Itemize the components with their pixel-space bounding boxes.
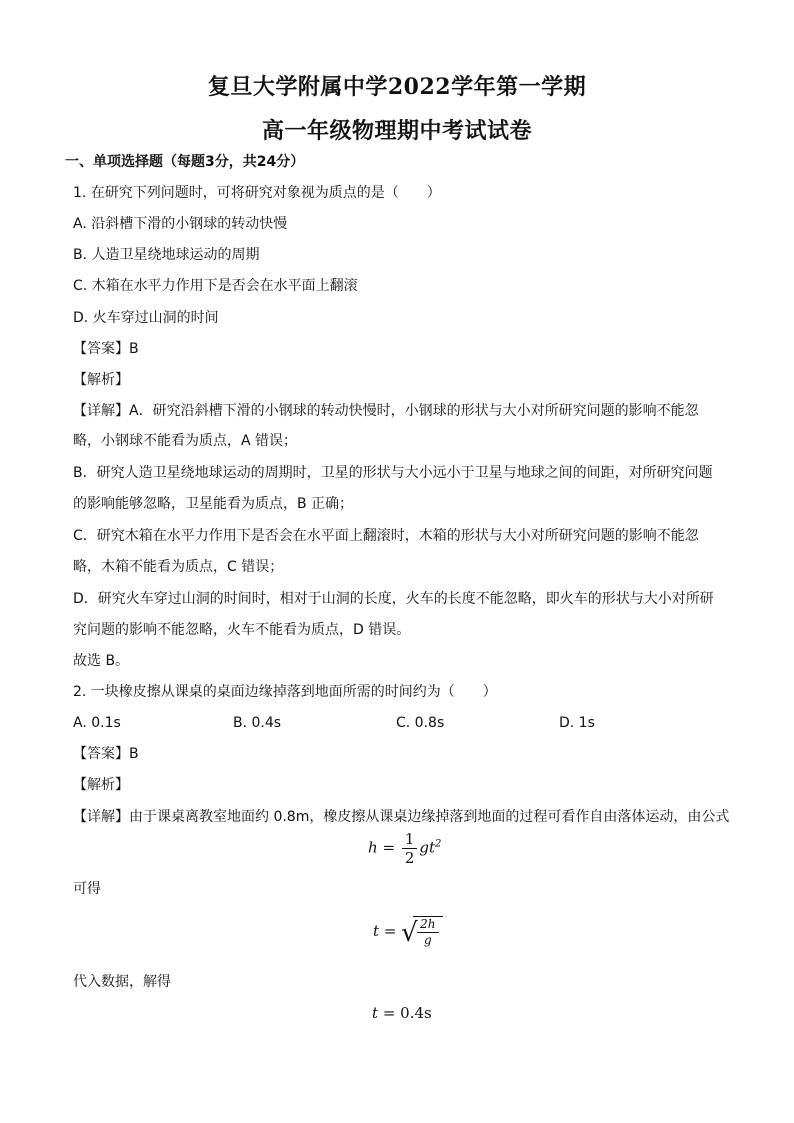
formula-lhs: h: [368, 838, 378, 857]
exam-subtitle: 高一年级物理期中考试试卷: [261, 118, 532, 144]
q1-detail-line: C．研究木箱在水平力作用下是否会在水平面上翻滚时，木箱的形状与大小对所研究问题的影响不能忽: [73, 528, 699, 544]
q1-option-b: B. 人造卫星绕地球运动的周期: [73, 247, 260, 263]
formula-equals: =: [383, 922, 397, 940]
section-heading: 一、单项选择题（每题3分，共24分）: [65, 154, 305, 170]
q1-detail-line: D．研究火车穿过山洞的时间时，相对于山洞的长度，火车的长度不能忽略，即火车的形状与大小对所研: [73, 591, 714, 607]
q2-option-c: C. 0.8s: [396, 715, 445, 731]
q1-answer: 【答案】B: [73, 341, 139, 357]
q2-answer: 【答案】B: [73, 746, 139, 762]
q2-option-a: A. 0.1s: [73, 715, 121, 731]
fraction-denominator: g: [424, 933, 432, 947]
formula-result: [372, 1004, 432, 1022]
exam-title: 复旦大学附属中学2022学年第一学期: [207, 74, 587, 100]
formula-time: [373, 916, 443, 948]
q1-option-d: D. 火车穿过山洞的时间: [73, 310, 219, 326]
q2-option-d: D. 1s: [559, 715, 595, 731]
fraction: [417, 917, 438, 948]
q1-detail-line: 【详解】A．研究沿斜槽下滑的小钢球的转动快慢时，小钢球的形状与大小对所研究问题的影响不能忽: [73, 403, 699, 419]
q1-detail-line: 的影响能够忽略，卫星能看为质点，B 正确；: [73, 496, 354, 512]
q1-conclusion: 故选 B。: [73, 653, 130, 669]
formula-exponent: 2: [435, 838, 442, 850]
square-root: [401, 916, 442, 948]
fraction: [402, 830, 418, 867]
formula-lhs: t: [372, 1004, 379, 1022]
q1-detail-line: B．研究人造卫星绕地球运动的周期时，卫星的形状与大小远小于卫星与地球之间的间距，对所研究问题: [73, 465, 713, 481]
formula-equals: =: [382, 1004, 396, 1022]
formula-rhs: 0.4s: [400, 1004, 432, 1022]
fraction-numerator: 2h: [417, 917, 438, 933]
q2-analysis-label: 【解析】: [73, 777, 129, 793]
q1-option-c: C. 木箱在水平力作用下是否会在水平面上翻滚: [73, 278, 358, 294]
formula-equals: =: [382, 838, 396, 857]
q2-detail-line: 【详解】由于课桌离教室地面约 0.8m，橡皮擦从课桌边缘掉落到地面的过程可看作自由落体运动，由公式: [73, 809, 730, 825]
question-2-stem: 2. 一块橡皮擦从课桌的桌面边缘掉落到地面所需的时间约为（ ）: [73, 684, 497, 700]
question-1-stem: 1. 在研究下列问题时，可将研究对象视为质点的是（ ）: [73, 185, 441, 201]
q1-detail-line: 究问题的影响不能忽略，火车不能看为质点，D 错误。: [73, 622, 411, 638]
fraction-numerator: 1: [402, 830, 418, 849]
text-kede: 可得: [73, 881, 101, 897]
q2-option-b: B. 0.4s: [233, 715, 282, 731]
formula-free-fall: [368, 830, 441, 867]
formula-lhs: t: [373, 922, 380, 940]
radical-sign-icon: √: [401, 918, 418, 948]
formula-rhs: gt: [419, 838, 435, 857]
fraction-denominator: 2: [404, 849, 415, 867]
text-daiheshuju: 代入数据，解得: [73, 974, 171, 990]
q1-analysis-label: 【解析】: [73, 372, 129, 388]
q1-option-a: A. 沿斜槽下滑的小钢球的转动快慢: [73, 216, 288, 232]
q1-detail-line: 略，木箱不能看为质点，C 错误；: [73, 559, 284, 575]
q1-detail-line: 略，小钢球不能看为质点，A 错误；: [73, 433, 298, 449]
